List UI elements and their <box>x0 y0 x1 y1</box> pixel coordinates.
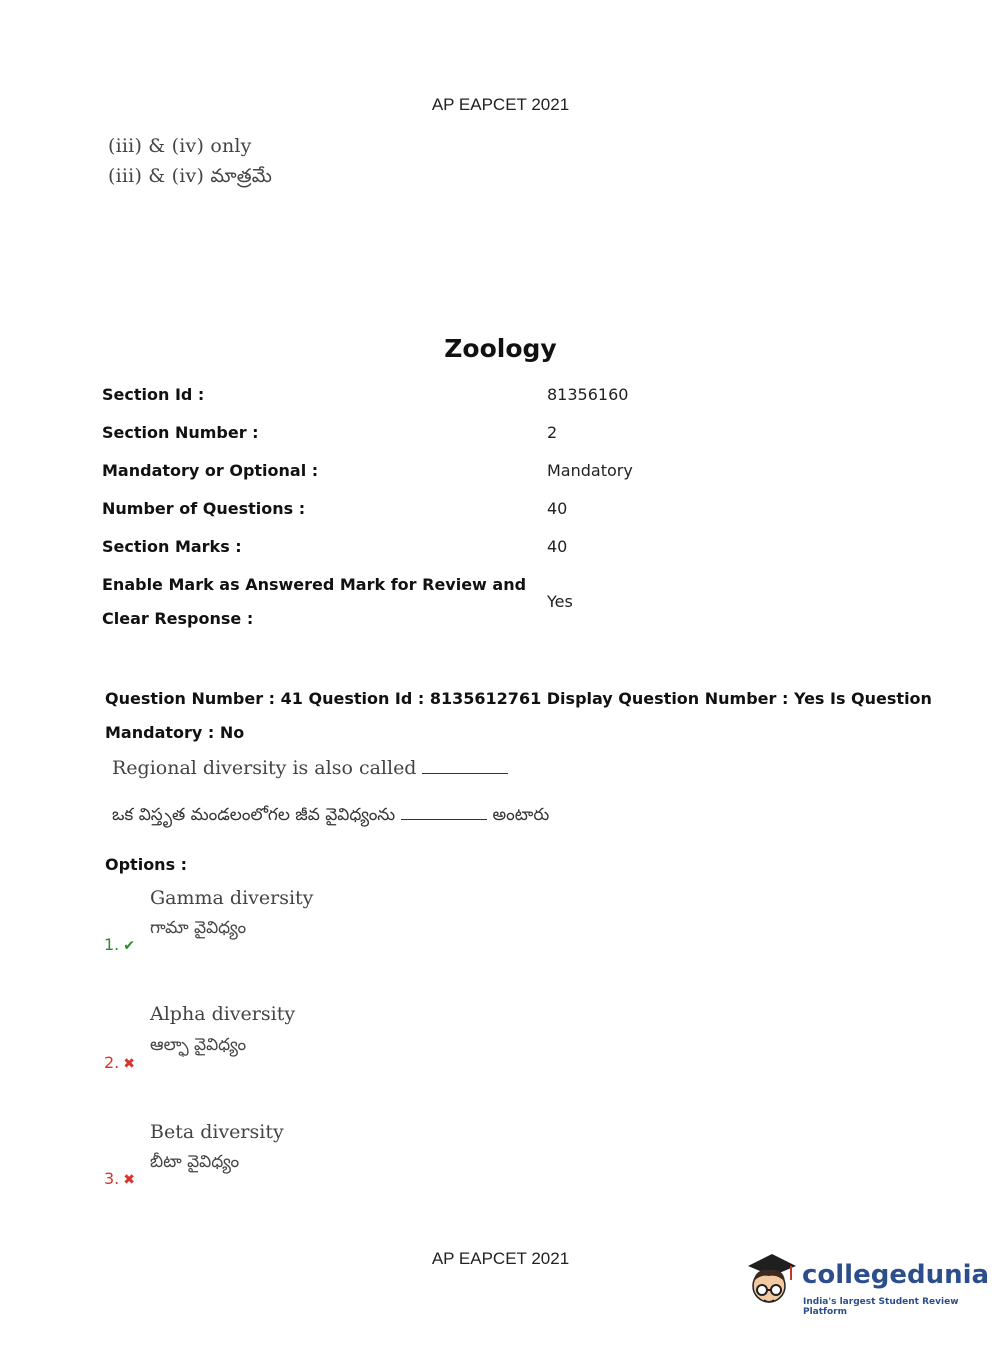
mascot-icon <box>742 1250 800 1316</box>
question-count-label: Number of Questions : <box>102 499 306 518</box>
mandatory-label: Mandatory or Optional : <box>102 461 319 480</box>
section-number-value: 2 <box>547 423 558 442</box>
question-meta-line1: Question Number : 41 Question Id : 8135612761 Display Question Number : Yes Is Question <box>105 689 932 708</box>
options-label: Options : <box>105 855 188 874</box>
previous-option-text-te: (iii) & (iv) మాత్రమే <box>108 165 273 187</box>
section-marks-label: Section Marks : <box>102 537 242 556</box>
logo-wordmark: collegedunia <box>802 1260 990 1290</box>
enable-mark-label: Enable Mark as Answered Mark for Review and <box>102 575 527 594</box>
question-text-te-after: అంటారు <box>492 805 550 825</box>
option-1-text-en: Gamma diversity <box>150 887 314 909</box>
question-text-en-label: Regional diversity is also called <box>112 757 417 779</box>
option-2-number <box>104 1053 135 1072</box>
option-2-text-te: ఆల్ఫా వైవిధ్యం <box>150 1035 247 1055</box>
option-3-text-en: Beta diversity <box>150 1121 284 1143</box>
cross-icon: ✖ <box>123 1056 135 1072</box>
question-meta-line2: Mandatory : No <box>105 723 245 742</box>
question-text-te <box>112 805 549 829</box>
section-marks-value: 40 <box>547 537 568 556</box>
enable-mark-value: Yes <box>547 592 573 611</box>
option-1-text-te: గామా వైవిధ్యం <box>150 918 247 938</box>
section-number-label: Section Number : <box>102 423 259 442</box>
enable-mark-label-cont: Clear Response : <box>102 609 254 628</box>
collegedunia-logo <box>742 1250 990 1320</box>
section-id-value: 81356160 <box>547 385 629 404</box>
cross-icon: ✖ <box>123 1172 135 1188</box>
section-id-label: Section Id : <box>102 385 205 404</box>
option-1-number <box>104 935 135 954</box>
answer-blank <box>422 759 508 774</box>
option-2-num-label: 2. <box>104 1053 120 1072</box>
previous-option-text-en: (iii) & (iv) only <box>108 135 252 157</box>
question-text-en <box>112 757 508 779</box>
section-title: Zoology <box>444 334 557 363</box>
page-footer: AP EAPCET 2021 <box>431 1249 570 1268</box>
question-count-value: 40 <box>547 499 568 518</box>
mandatory-value: Mandatory <box>547 461 633 480</box>
check-icon: ✔ <box>123 938 135 954</box>
option-3-num-label: 3. <box>104 1169 120 1188</box>
logo-tagline: India's largest Student Review Platform <box>803 1297 959 1317</box>
option-1-num-label: 1. <box>104 935 120 954</box>
answer-blank-te <box>401 805 487 820</box>
option-3-text-te: బీటా వైవిధ్యం <box>150 1152 240 1172</box>
question-text-te-before: ఒక విస్తృత మండలంలోగల జీవ వైవిధ్యంను <box>112 805 396 825</box>
page-header: AP EAPCET 2021 <box>431 95 570 114</box>
option-2-text-en: Alpha diversity <box>150 1003 296 1025</box>
option-3-number <box>104 1169 135 1188</box>
